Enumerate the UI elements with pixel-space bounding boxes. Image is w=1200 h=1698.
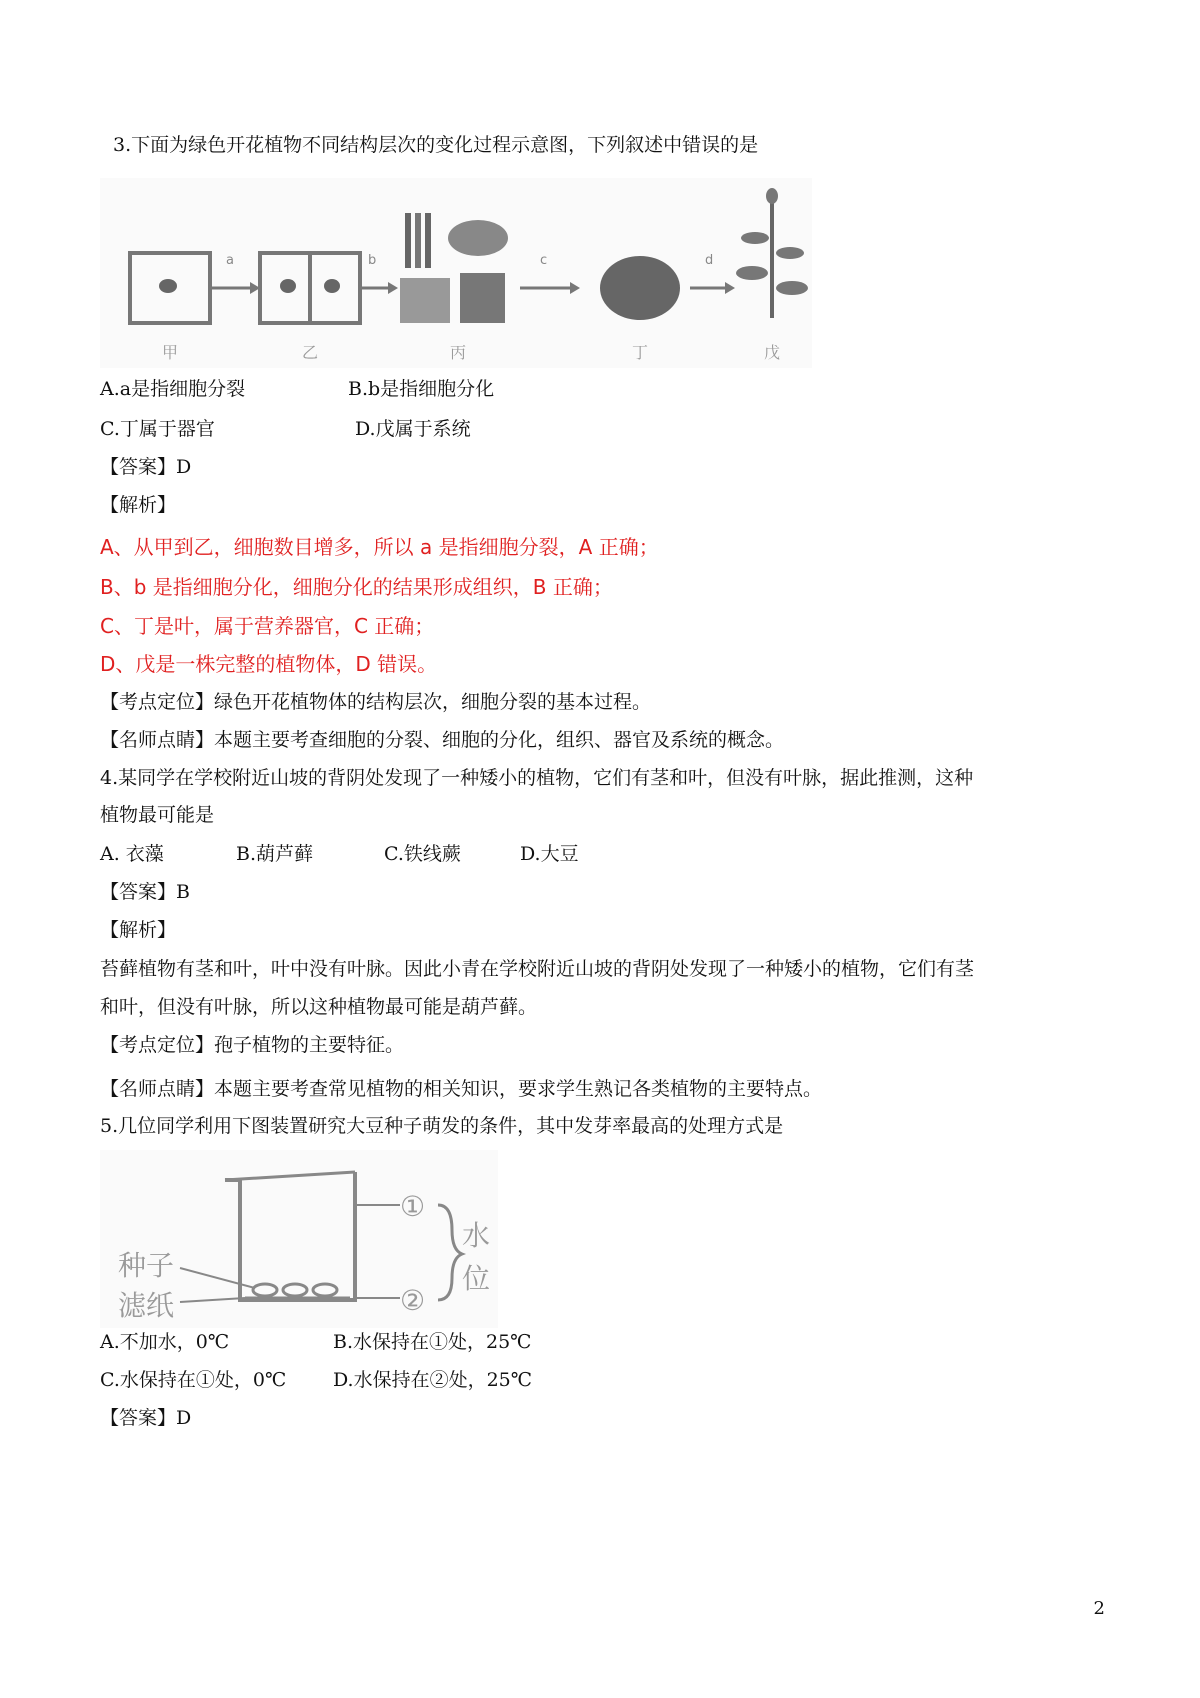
arrow-c-head xyxy=(570,282,580,294)
arrow-label-b: b xyxy=(368,253,377,268)
q3-option-b: B.b是指细胞分化 xyxy=(348,378,495,400)
stage-label-yi: 乙 xyxy=(302,343,319,362)
q4-kaodian: 【考点定位】孢子植物的主要特征。 xyxy=(100,1034,405,1056)
beaker-icon xyxy=(225,1172,355,1300)
mark-level-1: ① xyxy=(400,1190,426,1223)
structure-levels-diagram xyxy=(100,178,812,368)
q5-stem: 5.几位同学利用下图装置研究大豆种子萌发的条件，其中发芽率最高的处理方式是 xyxy=(100,1115,784,1137)
beaker-rim xyxy=(225,1172,355,1180)
nucleus-icon xyxy=(159,279,177,293)
q4-analysis-line2: 和叶，但没有叶脉，所以这种植物最可能是葫芦藓。 xyxy=(100,996,538,1018)
q5-option-b: B.水保持在①处，25℃ xyxy=(333,1331,532,1353)
page-number: 2 xyxy=(1093,1598,1105,1619)
nucleus-icon xyxy=(280,279,296,293)
q3-analysis-b: B、b 是指细胞分化，细胞分化的结果形成组织，B 正确； xyxy=(100,575,613,599)
stage-label-ding: 丁 xyxy=(632,343,649,362)
label-level: 位 xyxy=(462,1262,491,1295)
q5-option-c: C.水保持在①处，0℃ xyxy=(100,1369,287,1391)
seed-icon xyxy=(253,1284,277,1296)
seed-icon xyxy=(283,1284,307,1296)
q4-mingshi: 【名师点睛】本题主要考查常见植物的相关知识，要求学生熟记各类植物的主要特点。 xyxy=(100,1078,823,1100)
q3-mingshi: 【名师点睛】本题主要考查细胞的分裂、细胞的分化，组织、器官及系统的概念。 xyxy=(100,729,785,751)
nucleus-icon xyxy=(324,279,340,293)
stage-label-jia: 甲 xyxy=(162,343,179,362)
q4-option-c: C.铁线蕨 xyxy=(384,843,461,865)
q4-option-d: D.大豆 xyxy=(520,843,579,865)
q3-option-c: C.丁属于器官 xyxy=(100,418,215,440)
arrow-d-head xyxy=(725,282,735,294)
tissue-icons xyxy=(400,213,508,323)
q5-option-a: A.不加水，0℃ xyxy=(100,1331,230,1353)
q3-option-d: D.戊属于系统 xyxy=(355,418,471,440)
stage-label-wu: 戊 xyxy=(764,343,781,362)
q3-stem: 3.下面为绿色开花植物不同结构层次的变化过程示意图，下列叙述中错误的是 xyxy=(113,134,759,156)
q3-option-a: A.a是指细胞分裂 xyxy=(100,378,246,400)
q5-figure xyxy=(100,1150,498,1328)
q3-analysis-c: C、丁是叶，属于营养器官，C 正确； xyxy=(100,614,435,638)
q4-option-a: A. 衣藻 xyxy=(100,843,164,865)
arrow-b-head xyxy=(388,282,398,294)
q3-analysis-d: D、戊是一株完整的植物体，D 错误。 xyxy=(100,652,438,676)
label-filter-paper: 滤纸 xyxy=(118,1289,175,1322)
q4-answer: 【答案】B xyxy=(100,881,190,903)
q3-kaodian: 【考点定位】绿色开花植物体的结构层次，细胞分裂的基本过程。 xyxy=(100,691,652,713)
leaf-icon xyxy=(600,256,680,320)
paper-leader-line xyxy=(180,1298,245,1302)
seed-icon xyxy=(313,1284,337,1296)
q3-answer: 【答案】D xyxy=(100,456,192,478)
mark-level-2: ② xyxy=(400,1284,426,1317)
seed-germination-apparatus xyxy=(100,1150,498,1328)
q4-analysis-title: 【解析】 xyxy=(100,919,177,941)
stage-label-bing: 丙 xyxy=(450,343,467,362)
arrow-label-c: c xyxy=(540,253,548,268)
arrow-label-a: a xyxy=(226,253,234,268)
brace-icon xyxy=(438,1205,462,1300)
label-seed: 种子 xyxy=(118,1249,175,1282)
q4-stem-line1: 4.某同学在学校附近山坡的背阴处发现了一种矮小的植物，它们有茎和叶，但没有叶脉，据此推测，这种 xyxy=(100,767,974,789)
q3-figure xyxy=(100,178,812,368)
label-water: 水 xyxy=(462,1219,491,1252)
q3-analysis-a: A、从甲到乙，细胞数目增多，所以 a 是指细胞分裂，A 正确； xyxy=(100,535,659,559)
seed-leader-line xyxy=(180,1268,255,1288)
arrow-label-d: d xyxy=(705,253,714,268)
q3-analysis-title: 【解析】 xyxy=(100,494,177,516)
q5-option-d: D.水保持在②处，25℃ xyxy=(333,1369,533,1391)
q4-stem-line2: 植物最可能是 xyxy=(100,804,215,826)
q4-option-b: B.葫芦藓 xyxy=(236,843,314,865)
q5-answer: 【答案】D xyxy=(100,1407,192,1429)
plant-icon xyxy=(736,188,808,318)
q4-analysis-line1: 苔藓植物有茎和叶，叶中没有叶脉。因此小青在学校附近山坡的背阴处发现了一种矮小的植物，它们有茎 xyxy=(100,958,975,980)
